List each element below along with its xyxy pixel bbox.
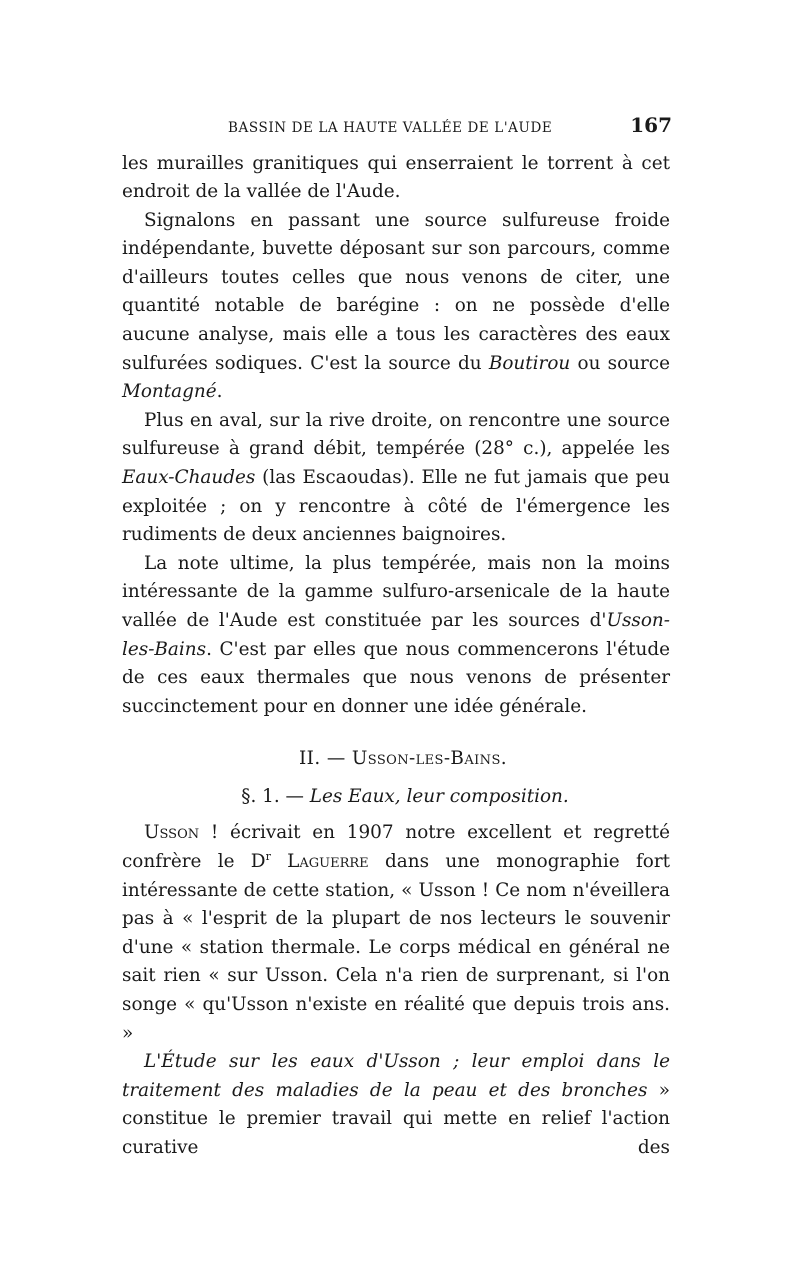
source-boutirou: Boutirou: [488, 352, 571, 374]
subsection-number: §. 1. —: [241, 786, 310, 808]
section-title: Usson-les-Bains.: [351, 748, 507, 770]
body-text: [122, 150, 670, 722]
book-page: [122, 115, 670, 1163]
paragraph-4-text-b: . C'est par elles que nous commencerons l'étude de ces eaux thermales que nous venons de présenter succinctement pour en donner une idée générale.: [122, 638, 670, 717]
paragraph-1: [122, 150, 670, 207]
source-montagne: Montagné: [122, 381, 217, 403]
running-title: BASSIN DE LA HAUTE VALLÉE DE L'AUDE: [228, 120, 553, 136]
study-title-italic: L'Étude sur les eaux d'Usson ; leur emploi dans le traitement des maladies de la peau et des bronches: [122, 1051, 670, 1101]
usson-les-bains-italic: Usson-les-Bains: [122, 610, 670, 660]
paragraph-3-text-a: Plus en aval, sur la rive droite, on rencontre une source sulfureuse à grand débit, tempérée (28° c.), appelée les: [122, 409, 670, 460]
paragraph-4-text-a: La note ultime, la plus tempérée, mais non la moins intéressante de la gamme sulfuro-arsenicale de la haute vallée de l'Aude est constituée par les sources d': [122, 552, 670, 631]
subsection-title: Les Eaux, leur composition.: [309, 786, 569, 808]
paragraph-3-text-b: (las Escaoudas). Elle ne fut jamais que peu exploitée ; on y rencontre à côté de l'émergence les rudiments de deux anciennes baignoires.: [122, 467, 670, 546]
doctor-superscript: r: [265, 849, 271, 863]
subsection-heading: [122, 783, 670, 811]
body-text-2: [122, 819, 670, 1162]
paragraph-1-text: les murailles granitiques qui enserraient le torrent à cet endroit de la vallée de l'Aude.: [122, 152, 670, 203]
running-head: [228, 115, 672, 136]
paragraph-2: [122, 207, 670, 407]
paragraph-5-text-c: dans une monographie fort intéressante de cette station, « Usson ! Ce nom n'éveillera pas à « l'esprit de la plupart de nos lecteurs le souvenir d'une « station thermale. Le corps médical en général ne sait rien « sur Usson. Cela n'a rien de surprenant, si l'on songe « qu'Usson n'existe en réalité que depuis trois ans. »: [122, 850, 670, 1044]
usson-smallcaps: Usson !: [144, 822, 219, 844]
paragraph-6: [122, 1048, 670, 1162]
paragraph-4: [122, 550, 670, 722]
paragraph-2-text-b: ou source: [570, 352, 670, 374]
paragraph-5-space: [271, 851, 287, 872]
page-number: 167: [630, 113, 672, 137]
paragraph-3: [122, 407, 670, 550]
paragraph-2-text-a: Signalons en passant une source sulfureuse froide indépendante, buvette déposant sur son parcours, comme d'ailleurs toutes celles que nous venons de citer, une quantité notable de barégine : on ne possède d'elle aucune analyse, mais elle a tous les caractères des eaux sulfurées sodiques. C'est la source du: [122, 209, 670, 374]
section-number: II. —: [299, 748, 352, 770]
paragraph-5-text-a: écrivait en 1907 notre excellent et regretté confrère le D: [122, 822, 671, 872]
source-eaux-chaudes: Eaux-Chaudes: [122, 467, 256, 489]
laguerre-smallcaps: Laguerre: [287, 850, 369, 872]
section-heading: [122, 745, 670, 773]
paragraph-5: [122, 819, 670, 1048]
paragraph-6-text-a: » constitue le premier travail qui mette en relief l'action curative des: [122, 1079, 670, 1158]
paragraph-2-text-c: .: [216, 381, 223, 403]
